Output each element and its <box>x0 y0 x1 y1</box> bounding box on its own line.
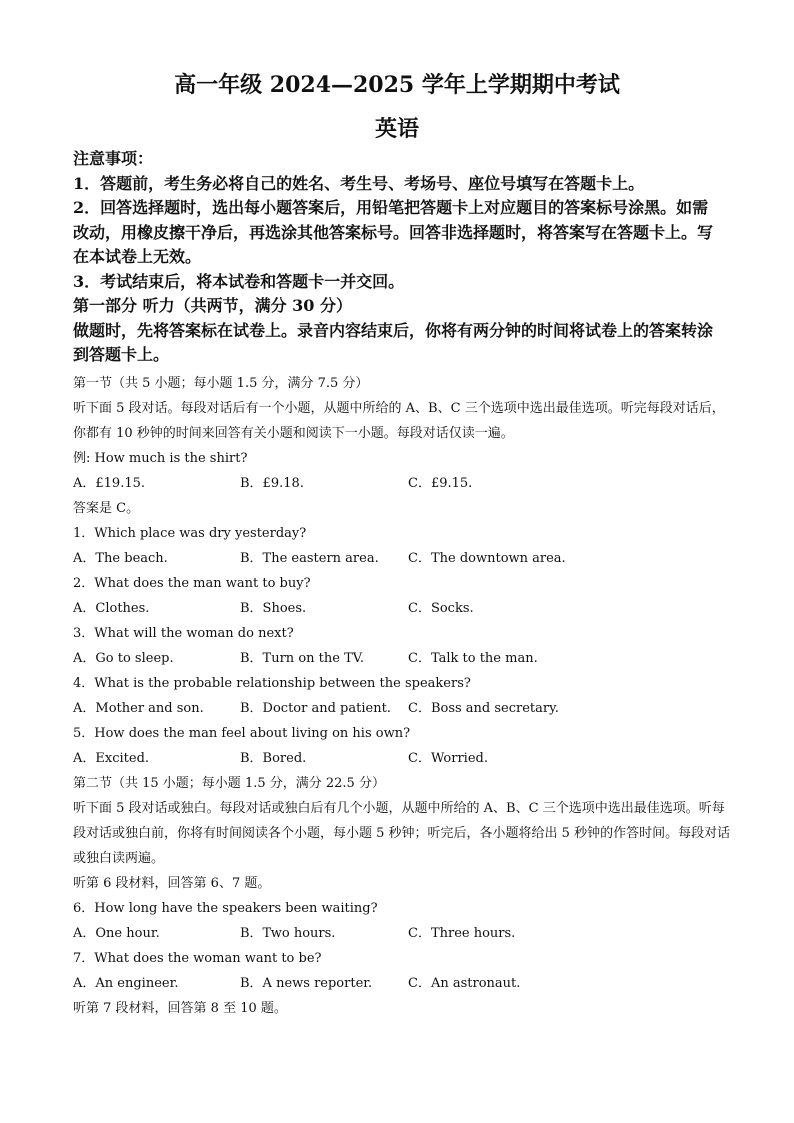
part1-title: 第一部分 听力（共两节，满分 30 分） <box>73 296 352 315</box>
question-5-options <box>73 746 733 771</box>
option-a: A．Excited. <box>73 751 150 766</box>
option-b: B．The eastern area. <box>240 551 379 566</box>
option-c: C．Talk to the man. <box>408 651 538 666</box>
notes-item: 3．考试结束后，将本试卷和答题卡一并交回。 <box>73 271 405 291</box>
option-b: B．Two hours. <box>240 926 336 941</box>
example-options <box>73 471 733 496</box>
section2-title: 第二节（共 15 小题；每小题 1.5 分，满分 22.5 分） <box>73 776 385 791</box>
question-2-options <box>73 596 733 621</box>
question-2: 2．What does the man want to buy? <box>73 576 311 591</box>
notes-item: 2．回答选择题时，选出每小题答案后，用铅笔把答题卡上对应题目的答案标号涂黑。如需改动，用橡皮擦干净后，再选涂其他答案标号。回答非选择题时，将答案写在答题卡上。写在本试卷上无效。 <box>73 198 714 266</box>
option-a: A．An engineer. <box>73 976 179 991</box>
example-answer: 答案是 C。 <box>73 501 140 516</box>
option-c: C．Three hours. <box>408 926 516 941</box>
section1-instruction: 听下面 5 段对话。每段对话后有一个小题，从题中所给的 A、B、C 三个选项中选出最佳选项。听完每段对话后，你都有 10 秒钟的时间来回答有关小题和阅读下一小题。每段对话仅读一遍。 <box>73 401 725 441</box>
notes-heading: 注意事项： <box>73 149 154 168</box>
material-7-note: 听第 7 段材料，回答第 8 至 10 题。 <box>73 1001 287 1016</box>
exam-subject: 英语 <box>374 116 419 142</box>
part1-instruction: 做题时，先将答案标在试卷上。录音内容结束后，你将有两分钟的时间将试卷上的答案转涂到答题卡上。 <box>73 320 714 364</box>
question-5: 5．How does the man feel about living on his own? <box>73 726 411 741</box>
question-4-options <box>73 696 733 721</box>
question-3: 3．What will the woman do next? <box>73 626 294 641</box>
option-c: C．£9.15. <box>408 476 473 491</box>
option-a: A．Go to sleep. <box>73 651 174 666</box>
question-6: 6．How long have the speakers been waiting? <box>73 901 378 916</box>
question-6-options <box>73 921 733 946</box>
option-c: C．Worried. <box>408 751 488 766</box>
option-c: C．Boss and secretary. <box>408 701 559 716</box>
option-a: A．Mother and son. <box>73 701 204 716</box>
option-b: B．Shoes. <box>240 601 307 616</box>
option-c: C．The downtown area. <box>408 551 566 566</box>
question-1: 1．Which place was dry yesterday? <box>73 526 307 541</box>
option-b: B．A news reporter. <box>240 976 373 991</box>
listening-section <box>73 371 733 1021</box>
question-1-options <box>73 546 733 571</box>
section2-instruction: 听下面 5 段对话或独白。每段对话或独白后有几个小题，从题中所给的 A、B、C 三个选项中选出最佳选项。听每段对话或独白前，你将有时间阅读各个小题，每小题 5 秒钟；听完后，各小题将给出 5 秒钟的作答时间。每段对话或独白读两遍。 <box>73 801 731 866</box>
exam-title: 高一年级 2024—2025 学年上学期期中考试 <box>174 72 620 98</box>
material-6-note: 听第 6 段材料，回答第 6、7 题。 <box>73 876 271 891</box>
option-c: C．Socks. <box>408 601 474 616</box>
question-3-options <box>73 646 733 671</box>
notes-block <box>73 147 723 368</box>
example-question: 例: How much is the shirt? <box>73 451 248 466</box>
question-7-options <box>73 971 733 996</box>
option-b: B．Doctor and patient. <box>240 701 391 716</box>
option-a: A．Clothes. <box>73 601 150 616</box>
option-a: A．£19.15. <box>73 476 146 491</box>
option-a: A．The beach. <box>73 551 168 566</box>
notes-item: 1．答题前，考生务必将自己的姓名、考生号、考场号、座位号填写在答题卡上。 <box>73 173 645 193</box>
option-c: C．An astronaut. <box>408 976 521 991</box>
option-b: B．Bored. <box>240 751 307 766</box>
question-4: 4．What is the probable relationship between the speakers? <box>73 676 471 691</box>
option-b: B．£9.18. <box>240 476 304 491</box>
option-b: B．Turn on the TV. <box>240 651 364 666</box>
question-7: 7．What does the woman want to be? <box>73 951 322 966</box>
option-a: A．One hour. <box>73 926 160 941</box>
section1-title: 第一节（共 5 小题；每小题 1.5 分，满分 7.5 分） <box>73 376 369 391</box>
